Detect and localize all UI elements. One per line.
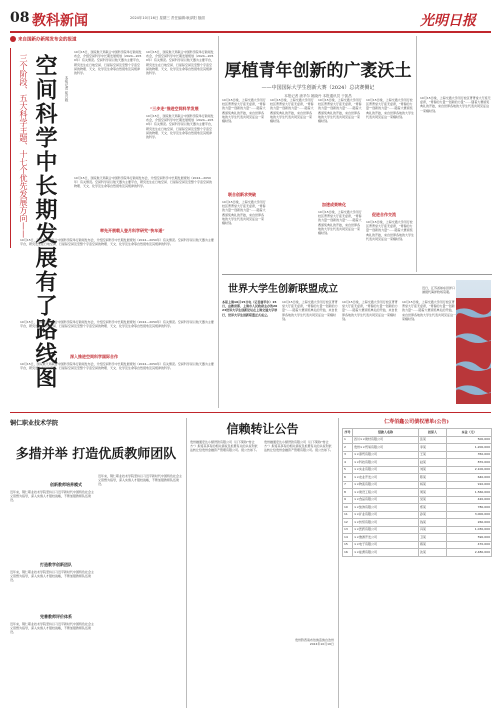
brief-col-3: 10月15日晚，上海交通大学闵行校区菁菁堂大厅座无虚席，“青春的力量”“创新的力量”……随着大赛颁奖典礼的开始，来自世界各地的大学生代表共同见证这一荣耀时刻。	[342, 300, 398, 321]
left-story	[10, 36, 214, 408]
table-cell: ××实业有限公司	[353, 466, 419, 474]
center-col-3b: 10月15日晚，上海交通大学闵行校区菁菁堂大厅座无虚席，“青春的力量”“创新的力量”……随着大赛颁奖典礼的开始，来自世界各地的大学生代表共同见证这一荣耀时刻。	[318, 210, 362, 236]
bl-col-1: 近年来，铜仁职业技术学院坚持以习近平新时代中国特色社会主义思想为指导，深入实施人才强校战略，不断加强教师队伍建设。	[10, 490, 94, 503]
subhead-1: “三步走”推进空间科学发展	[150, 106, 199, 111]
table-cell: 5	[343, 466, 353, 474]
center-sub3: 促进合作交流	[372, 212, 396, 217]
table-cell: 周某	[419, 489, 447, 497]
left-headline: 空间科学中长期发展有了路线图	[32, 54, 58, 390]
brief-col-4: 10月15日晚，上海交通大学闵行校区菁菁堂大厅座无虚席，“青春的力量”“创新的力量”……随着大赛颁奖典礼的开始，来自世界各地的大学生代表共同见证这一荣耀时刻。	[402, 300, 456, 321]
bl-col-1b: 近年来，铜仁职业技术学院坚持以习近平新时代中国特色社会主义思想为指导，深入实施人才强校战略，不断加强教师队伍建设。	[10, 570, 94, 583]
table-cell: ××能源有限公司	[353, 549, 419, 557]
table-row	[343, 504, 492, 512]
table-cell: ××商贸有限公司	[353, 451, 419, 459]
table-cell: 470,000	[447, 541, 492, 549]
table-row	[343, 549, 492, 557]
table-cell: 260,000	[447, 519, 492, 527]
center-col-4: 10月15日晚，上海交通大学闵行校区菁菁堂大厅座无虚席，“青春的力量”“创新的力量”……随着大赛颁奖典礼的开始，来自世界各地的大学生代表共同见证这一荣耀时刻。	[366, 98, 414, 119]
notice-body-1: 贵州融通宏达小额贷款有限公司（以下简称“转让方”）拟将其享有的相关债权及担费有关的从权利依法转让给贵州金融资产管理有限公司。现公告如下。	[190, 440, 260, 453]
table-cell: 6	[343, 474, 353, 482]
section-rule	[10, 412, 491, 413]
table-cell: 王某	[419, 451, 447, 459]
table-row	[343, 481, 492, 489]
bottom-middle-notice	[190, 418, 335, 708]
table-cell: ××建设工程公司	[353, 489, 419, 497]
bottom-left-ad	[10, 418, 182, 708]
table-cell: ××电子有限公司	[353, 541, 419, 549]
bottom-left-headline: 多措并举 打造优质教师团队	[15, 447, 177, 462]
table-row	[343, 519, 492, 527]
bl-col-1c: 近年来，铜仁职业技术学院坚持以习近平新时代中国特色社会主义思想为指导，深入实施人才强校战略，不断加强教师队伍建设。	[10, 622, 94, 635]
table-cell: 蒋某	[419, 541, 447, 549]
date-line: 2024年10月16日 星期三 责任编辑:耿泽阳 版面	[130, 16, 205, 20]
photo-caption: 近日，江苏省如东县洋口港现代海洋牧场景观。	[422, 286, 456, 295]
table-row	[343, 436, 492, 444]
left-body-7: 10月15日，国家航天局联合中国科学院举行新闻发布会，介绍空间科学中长期发展规划（2024—2050年）有关情况。空间科学是以航天器为主要平台，研究发生在日地空间、行星际空间及至整个宇宙空间的物理、天文、化学及生命等自然现象及其规律的科学。	[20, 362, 214, 371]
left-body-6: 10月15日，国家航天局联合中国科学院举行新闻发布会，介绍空间科学中长期发展规划（2024—2050年）有关情况。空间科学是以航天器为主要平台，研究发生在日地空间、行星际空间及至整个宇宙空间的物理、天文、化学及生命等自然现象及其规律的科学。	[20, 320, 214, 329]
table-header-row	[343, 429, 492, 437]
table-cell: ××农业开发公司	[353, 474, 419, 482]
table-row	[343, 459, 492, 467]
center-subhead: ——中国国际大学生创新大赛（2024）总决赛侧记	[261, 85, 375, 91]
left-byline: 本报记者 崔兴毅	[65, 76, 69, 102]
table-cell: 郑某	[419, 504, 447, 512]
table-row	[343, 474, 492, 482]
table-cell: 12	[343, 519, 353, 527]
table-cell: 1,560,000	[447, 489, 492, 497]
table-cell: 350,000	[447, 451, 492, 459]
col-header: 本金（元）	[447, 429, 492, 437]
center-col-3: 10月15日晚，上海交通大学闵行校区菁菁堂大厅座无虚席，“青春的力量”“创新的力量”……随着大赛颁奖典礼的开始，来自世界各地的大学生代表共同见证这一荣耀时刻。	[318, 98, 362, 124]
bullet-icon	[10, 36, 16, 42]
table-row	[343, 511, 492, 519]
table-cell: ××物流有限公司	[353, 481, 419, 489]
table-cell: ××科技有限公司	[353, 459, 419, 467]
table-cell: 15	[343, 541, 353, 549]
debt-table	[342, 428, 492, 557]
center-sub1: 联合创新求突破	[228, 192, 256, 197]
table-cell: 10	[343, 504, 353, 512]
center-story	[222, 36, 414, 272]
table-cell: ××医药有限公司	[353, 526, 419, 534]
center-col-4b: 10月15日晚，上海交通大学闵行校区菁菁堂大厅座无虚席，“青春的力量”“创新的力量”……随着大赛颁奖典礼的开始，来自世界各地的大学生代表共同见证这一荣耀时刻。	[366, 220, 414, 241]
table-row	[343, 534, 492, 542]
table-cell: 陈某	[419, 474, 447, 482]
table-cell: 1	[343, 436, 353, 444]
table-cell: 780,000	[447, 504, 492, 512]
center-col-1: 10月15日晚，上海交通大学闵行校区菁菁堂大厅座无虚席，“青春的力量”“创新的力量”……随着大赛颁奖典礼的开始，来自世界各地的大学生代表共同见证这一荣耀时刻。	[222, 98, 266, 124]
center-headline: 厚植青年创新的广袤沃土	[224, 61, 412, 81]
subhead-2: 率先开展载人登月科学研究“快车道”	[100, 228, 165, 233]
bl-col-2: 近年来，铜仁职业技术学院坚持以习近平新时代中国特色社会主义思想为指导，深入实施人才强校战略，不断加强教师队伍建设。	[98, 474, 182, 487]
col-header: 担保人	[419, 429, 447, 437]
left-body-5: 10月15日，国家航天局联合中国科学院举行新闻发布会，介绍空间科学中长期发展规划（2024—2050年）有关情况。空间科学是以航天器为主要平台，研究发生在日地空间、行星际空间及至整个宇宙空间的物理、天文、化学及生命等自然现象及其规律的科学。	[20, 238, 214, 247]
table-cell: 9	[343, 496, 353, 504]
col-header: 序号	[343, 429, 353, 437]
table-cell: 钱某	[419, 519, 447, 527]
table-row	[343, 526, 492, 534]
table-cell: ××装饰有限公司	[353, 504, 419, 512]
bl-sub1: 创新教师培养模式	[50, 482, 82, 487]
table-row	[343, 496, 492, 504]
table-cell: 3	[343, 451, 353, 459]
table-row	[343, 466, 492, 474]
table-cell: 16	[343, 549, 353, 557]
col-header: 借款人名称	[353, 429, 419, 437]
masthead-rule	[10, 31, 491, 33]
bl-sub3: 完善教师评价体系	[40, 614, 72, 619]
table-cell: ××纺织有限公司	[353, 519, 419, 527]
right-col-text: 10月15日晚，上海交通大学闵行校区菁菁堂大厅座无虚席，“青春的力量”“创新的力量”……随着大赛颁奖典礼的开始，来自世界各地的大学生代表共同见证这一荣耀时刻。	[420, 96, 491, 113]
left-body-3: 10月15日，国家航天局联合中国科学院举行新闻发布会，介绍空间科学中长期发展规划（2024—2050年）有关情况。空间科学是以航天器为主要平台，研究发生在日地空间、行星际空间及至整个宇宙空间的物理、天文、化学及生命等自然现象及其规律的科学。	[146, 114, 214, 140]
table-cell: 2,480,000	[447, 549, 492, 557]
table-cell: 1,200,000	[447, 444, 492, 452]
brief-col-2: 10月15日晚，上海交通大学闵行校区菁菁堂大厅座无虚席，“青春的力量”“创新的力量”……随着大赛颁奖典礼的开始，来自世界各地的大学生代表共同见证这一荣耀时刻。	[282, 300, 338, 321]
table-cell: 14	[343, 534, 353, 542]
table-cell: 4	[343, 459, 353, 467]
left-body-2: 10月15日，国家航天局联合中国科学院举行新闻发布会，介绍空间科学中长期发展规划（2024—2050年）有关情况。空间科学是以航天器为主要平台，研究发生在日地空间、行星际空间及至整个宇宙空间的物理、天文、化学及生命等自然现象及其规律的科学。	[146, 50, 214, 76]
section-title: 教科新闻	[32, 13, 88, 29]
left-body-1: 10月15日，国家航天局联合中国科学院举行新闻发布会，介绍空间科学中长期发展规划（2024—2050年）有关情况。空间科学是以航天器为主要平台，研究发生在日地空间、行星际空间及至整个宇宙空间的物理、天文、化学及生命等自然现象及其规律的科学。	[74, 50, 142, 76]
table-cell: 910,000	[447, 481, 492, 489]
subhead-3: 深入推进空间科学国际合作	[70, 354, 118, 359]
table-cell: 张某	[419, 436, 447, 444]
table-cell: 640,000	[447, 474, 492, 482]
center-col-2: 10月15日晚，上海交通大学闵行校区菁菁堂大厅座无虚席，“青春的力量”“创新的力量”……随着大赛颁奖典礼的开始，来自世界各地的大学生代表共同见证这一荣耀时刻。	[270, 98, 314, 124]
table-cell: 冯某	[419, 526, 447, 534]
table-cell: 卫某	[419, 534, 447, 542]
table-cell: 贵州××贸易有限公司	[353, 444, 419, 452]
center-byline: 本报记者 唐芊尔 姚晓丹 本报通讯员 于凯昌	[284, 94, 352, 98]
table-cell: 500,000	[447, 436, 492, 444]
table-cell: 沈某	[419, 549, 447, 557]
table-cell: 590,000	[447, 534, 492, 542]
table-cell: 杨某	[419, 481, 447, 489]
table-cell: 420,000	[447, 496, 492, 504]
table-cell: ××矿业有限公司	[353, 511, 419, 519]
sidebar-photo	[456, 280, 491, 404]
kicker: 来自国新办新闻发布会的报道	[10, 36, 214, 43]
center-col-1b: 10月15日晚，上海交通大学闵行校区菁菁堂大厅座无虚席，“青春的力量”“创新的力量”……随着大赛颁奖典礼的开始，来自世界各地的大学生代表共同见证这一荣耀时刻。	[222, 200, 266, 226]
page-number: 08	[10, 10, 30, 26]
center-sub2: 加速成果转化	[322, 202, 346, 207]
table-cell: 李某	[419, 444, 447, 452]
left-subhead: 三个阶段、五大科学主题、十七个优先发展方向——	[19, 54, 28, 238]
notice-body-2: 贵州融通宏达小额贷款有限公司（以下简称“转让方”）拟将其享有的相关债权及担费有关的从权利依法转让给贵州金融资产管理有限公司。现公告如下。	[264, 440, 334, 453]
table-cell: 3,000,000	[447, 511, 492, 519]
school-name: 铜仁职业技术学院	[10, 420, 59, 427]
table-cell: 2	[343, 444, 353, 452]
bl-sub2: 打造教学创新团队	[40, 562, 72, 567]
table-cell: 7	[343, 481, 353, 489]
table-cell: 8	[343, 489, 353, 497]
table-cell: 870,000	[447, 459, 492, 467]
table-cell: 13	[343, 526, 353, 534]
table-cell: ××旅游开发公司	[353, 534, 419, 542]
table-row	[343, 489, 492, 497]
table-row	[343, 541, 492, 549]
table-headline: 仁寿佰鑫公司债权清单(公告)	[384, 419, 449, 425]
table-cell: 11	[343, 511, 353, 519]
newspaper-logo: 光明日报	[420, 13, 476, 29]
left-body-4: 10月15日，国家航天局联合中国科学院举行新闻发布会，介绍空间科学中长期发展规划（2024—2050年）有关情况。空间科学是以航天器为主要平台，研究发生在日地空间、行星际空间及至整个宇宙空间的物理、天文、化学及生命等自然现象及其规律的科学。	[74, 176, 213, 189]
notice-headline: 信赖转让公告	[226, 422, 299, 436]
table-row	[343, 451, 492, 459]
table-cell: 吴某	[419, 496, 447, 504]
bottom-right-table-block	[342, 418, 491, 708]
table-cell: 四川××建材有限公司	[353, 436, 419, 444]
table-cell: 赵某	[419, 459, 447, 467]
notice-signature: 贵州黔西南布依族苗族自治州 2024年10月16日	[294, 638, 334, 647]
brief-lead: 本报上海10月15日电（记者唐芊尔）15日，由教育部、上海市人民政府主办的2024世界大学生创新论坛在上海交通大学举行，世界大学生创新联盟正式成立。	[222, 300, 278, 317]
brief-headline: 世界大学生创新联盟成立	[228, 284, 338, 295]
table-cell: 2,100,000	[447, 466, 492, 474]
table-cell: ××食品有限公司	[353, 496, 419, 504]
table-cell: 1,030,000	[447, 526, 492, 534]
table-cell: 刘某	[419, 466, 447, 474]
table-cell: 孙某	[419, 511, 447, 519]
table-row	[343, 444, 492, 452]
